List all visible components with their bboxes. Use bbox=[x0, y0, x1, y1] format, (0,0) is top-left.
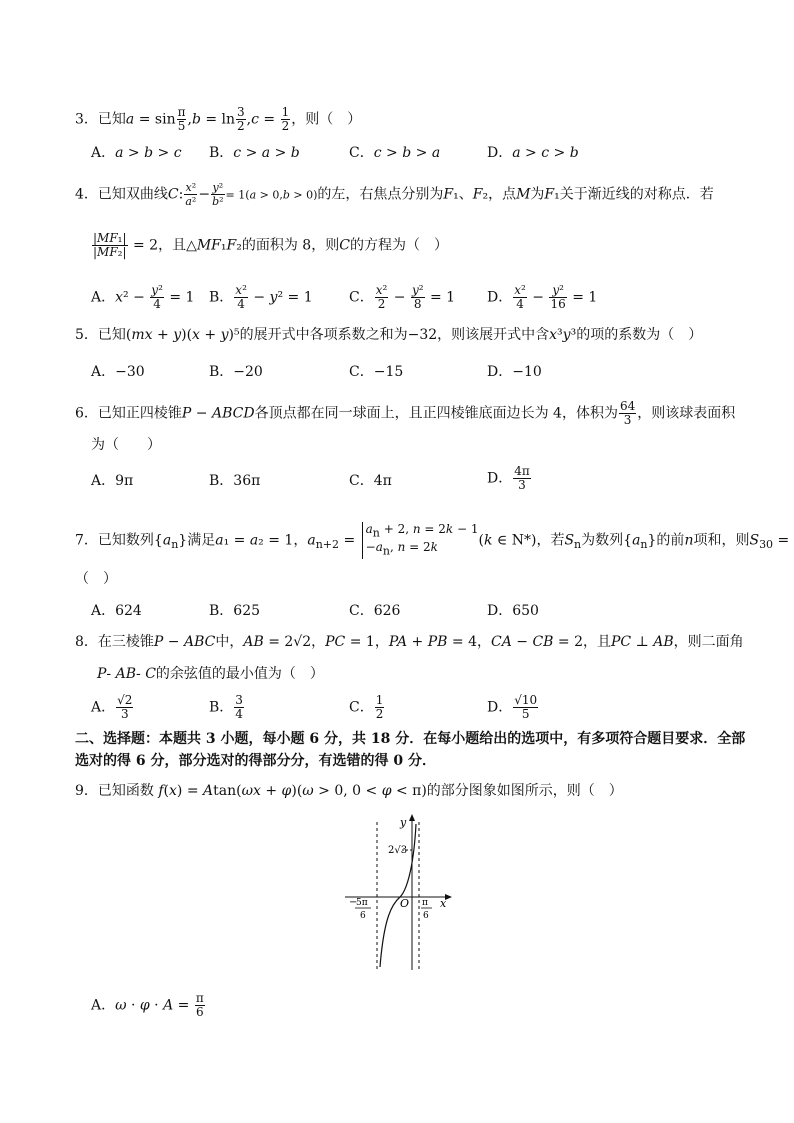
q3-option-c[interactable]: C．c > b > a bbox=[349, 145, 441, 161]
q7-option-a[interactable]: A．624 bbox=[91, 603, 142, 619]
question-8-stem-2: P- AB- C的余弦值的最小值为（ ） bbox=[97, 666, 324, 682]
q4-option-c[interactable]: C． $\frac{\text{x²}}{2}$ − $\frac{\text{y²}}{8}$ = 1 bbox=[349, 283, 456, 311]
q3-option-b[interactable]: B．c > a > b bbox=[209, 145, 300, 161]
q4-option-b[interactable]: B． $\frac{\text{x²}}{4}$ − y² = 1 bbox=[209, 283, 313, 311]
y-axis-arrow bbox=[409, 814, 415, 821]
q6-option-a[interactable]: A．9π bbox=[91, 473, 134, 489]
tan-graph bbox=[340, 812, 460, 972]
section-2-instructions-1: 二、选择题：本题共 3 小题，每小题 6 分，共 18 分．在每小题给出的选项中，有多项符合题目要求．全部 bbox=[75, 731, 746, 747]
right-tick-num: π bbox=[422, 898, 428, 908]
q8-option-a[interactable]: A． $\frac{√2}{3}$ bbox=[91, 693, 133, 721]
q7-option-d[interactable]: D．650 bbox=[487, 603, 539, 619]
y-label: y bbox=[400, 816, 407, 829]
q3-option-a[interactable]: A．a > b > c bbox=[91, 145, 182, 161]
x-label: x bbox=[440, 897, 447, 910]
q6-option-b[interactable]: B．36π bbox=[209, 473, 261, 489]
q6-option-c[interactable]: C．4π bbox=[349, 473, 392, 489]
question-6-stem-1: 6．已知正四棱锥P − ABCD各顶点都在同一球面上，且正四棱锥底面边长为 4，体积为 $\frac{64}{3}$ ，则该球表面积 bbox=[75, 399, 736, 427]
question-9-stem: 9．已知函数 f(x) = Atan(ωx + φ)(ω > 0, 0 < φ < π)的部分图象如图所示，则（ ） bbox=[75, 783, 623, 799]
q8-option-c[interactable]: C． $\frac{1}{2}$ bbox=[349, 693, 384, 721]
q4-option-d[interactable]: D． $\frac{\text{x²}}{4}$ − $\frac{\text{y²}}{16}$ = 1 bbox=[487, 283, 598, 311]
question-7-stem-1: 7．已知数列$\{a_n\}$满足a₁ = a₂ = 1，$a_{n+2}$ = $a_n + 2$, n = 2k − 1 $-a_n$, n = 2k (k ∈ N*)，若$S_n$为数列$\{a_n\}$的前n项和，则$S_{30}$ = bbox=[75, 522, 790, 558]
question-4-stem-1: 4．已知双曲线C: $\frac{\text{x²}}{\text{a²}}$ − $\frac{\text{y²}}{\text{b²}}$ = 1(a > 0,b > 0)的左，右焦点分别为F₁、F₂，点M为F₁关于渐近线的对称点．若 bbox=[75, 181, 714, 208]
q8-option-d[interactable]: D． $\frac{√10}{5}$ bbox=[487, 693, 538, 721]
question-7-stem-2: （ ） bbox=[75, 571, 117, 587]
q7-option-b[interactable]: B．625 bbox=[209, 603, 261, 619]
q7-option-c[interactable]: C．626 bbox=[349, 603, 401, 619]
question-5-stem: 5．已知(mx + y)(x + y)⁵的展开式中各项系数之和为−32，则该展开式中含x³y³的项的系数为（ ） bbox=[75, 327, 703, 343]
q5-option-c[interactable]: C．−15 bbox=[349, 364, 404, 380]
section-2-instructions-2: 选对的得 6 分，部分选对的得部分分，有选错的得 0 分． bbox=[75, 753, 436, 769]
q5-option-a[interactable]: A．−30 bbox=[91, 364, 145, 380]
right-tick-den: 6 bbox=[423, 911, 429, 921]
question-3-stem: 3．已知a = sin $\frac{\pi}{5}$ ,b = ln $\frac{3}{2}$ ,c = $\frac{1}{2}$ ，则（ ） bbox=[75, 105, 362, 133]
q4-option-a[interactable]: A．x² − $\frac{\text{y²}}{4}$ = 1 bbox=[91, 283, 195, 311]
origin-label: O bbox=[400, 897, 410, 910]
q3-option-d[interactable]: D．a > c > b bbox=[487, 145, 579, 161]
peak-label: 2√3 bbox=[388, 845, 408, 856]
left-tick-den: 6 bbox=[360, 911, 366, 921]
q8-option-b[interactable]: B． $\frac{3}{4}$ bbox=[209, 693, 243, 721]
q9-option-a[interactable]: A．ω · φ · A = $\frac{\pi}{6}$ bbox=[91, 991, 204, 1019]
question-8-stem-1: 8．在三棱锥P − ABC中，AB = 2√2，PC = 1，PA + PB = 4，CA − CB = 2，且PC ⊥ AB，则二面角 bbox=[75, 634, 744, 650]
question-4-stem-2: $\frac{\text{|MF₁|}}{\text{|MF₂|}}$ = 2，且△MF₁F₂的面积为 8，则C的方程为（ ） bbox=[93, 231, 448, 259]
q5-option-d[interactable]: D．−10 bbox=[487, 364, 542, 380]
left-tick-sign: − bbox=[349, 897, 358, 908]
question-6-stem-2: 为（ ） bbox=[91, 437, 161, 453]
q5-option-b[interactable]: B．−20 bbox=[209, 364, 263, 380]
q6-option-d[interactable]: D． $\frac{4\pi}{3}$ bbox=[487, 464, 530, 492]
left-tick-num: 5π bbox=[356, 898, 368, 908]
